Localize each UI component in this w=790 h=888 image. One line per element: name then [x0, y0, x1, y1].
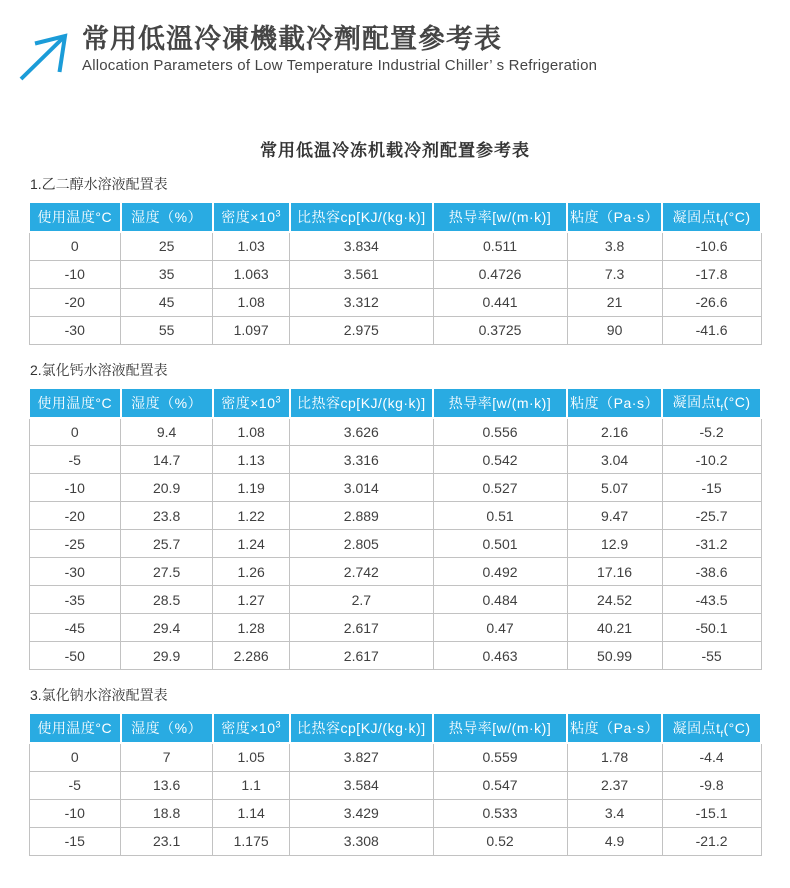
table-cell: 1.03: [213, 232, 290, 260]
table-row: [29, 642, 761, 670]
table-row: [29, 558, 761, 586]
table-row: [29, 530, 761, 558]
column-header: 比热容cp[KJ/(kg·k)]: [290, 202, 433, 232]
column-header: 密度$\times 10^3$: [213, 202, 290, 232]
column-header: 凝固点$t_f(^\circ C)$: [662, 388, 761, 418]
table-cell: 1.05: [213, 743, 290, 771]
table-cell: 0.527: [433, 474, 567, 502]
sodium-chloride-table: [28, 712, 762, 856]
table-cell: -10: [29, 799, 121, 827]
table-cell: 1.19: [213, 474, 290, 502]
table-cell: 25: [121, 232, 213, 260]
table-cell: 25.7: [121, 530, 213, 558]
table-cell: 3.561: [290, 260, 433, 288]
table-row: [29, 771, 761, 799]
table-cell: 1.14: [213, 799, 290, 827]
table-cell: 3.014: [290, 474, 433, 502]
table-cell: -10.6: [662, 232, 761, 260]
header-row: [29, 202, 761, 232]
table-cell: -17.8: [662, 260, 761, 288]
table-cell: 3.8: [567, 232, 662, 260]
table-cell: 1.24: [213, 530, 290, 558]
table-cell: 3.04: [567, 446, 662, 474]
section-label-glycol: 1.乙二醇水溶液配置表: [30, 176, 168, 192]
table-cell: 12.9: [567, 530, 662, 558]
table-cell: 0.52: [433, 827, 567, 855]
brand-header: [0, 0, 790, 84]
table-cell: -5: [29, 771, 121, 799]
table-row: [29, 586, 761, 614]
table-cell: 0.542: [433, 446, 567, 474]
table-cell: 3.429: [290, 799, 433, 827]
column-header: 粘度（Pa·s）: [567, 713, 662, 743]
table-cell: 0.547: [433, 771, 567, 799]
table-cell: 0: [29, 232, 121, 260]
table-row: [29, 827, 761, 855]
section-sodium-chloride: [0, 685, 790, 856]
table-cell: 2.889: [290, 502, 433, 530]
table-cell: 2.617: [290, 614, 433, 642]
table-cell: -50.1: [662, 614, 761, 642]
table-cell: 2.7: [290, 586, 433, 614]
column-header: 粘度（Pa·s）: [567, 202, 662, 232]
column-header: 比热容cp[KJ/(kg·k)]: [290, 388, 433, 418]
table-row: [29, 799, 761, 827]
table-cell: 0.533: [433, 799, 567, 827]
table-cell: 2.805: [290, 530, 433, 558]
table-cell: 0.463: [433, 642, 567, 670]
table-cell: 0.556: [433, 418, 567, 446]
table-cell: 0.51: [433, 502, 567, 530]
table-cell: -4.4: [662, 743, 761, 771]
table-cell: -55: [662, 642, 761, 670]
table-cell: 0.47: [433, 614, 567, 642]
table-cell: -10: [29, 260, 121, 288]
brand-text: [82, 24, 597, 74]
doc-title: 常用低温冷冻机载冷剂配置参考表: [260, 141, 530, 160]
table-cell: 14.7: [121, 446, 213, 474]
table-cell: 2.16: [567, 418, 662, 446]
table-cell: 13.6: [121, 771, 213, 799]
header-row: [29, 388, 761, 418]
table-cell: 21: [567, 288, 662, 316]
table-cell: 7.3: [567, 260, 662, 288]
table-cell: 2.617: [290, 642, 433, 670]
table-cell: 3.626: [290, 418, 433, 446]
table-cell: 0: [29, 743, 121, 771]
table-row: [29, 474, 761, 502]
table-cell: -50: [29, 642, 121, 670]
table-cell: 17.16: [567, 558, 662, 586]
table-cell: -21.2: [662, 827, 761, 855]
table-row: [29, 743, 761, 771]
table-cell: 3.308: [290, 827, 433, 855]
table-cell: 1.1: [213, 771, 290, 799]
table-cell: 0.441: [433, 288, 567, 316]
up-right-arrow-icon: [14, 26, 76, 84]
table-cell: 24.52: [567, 586, 662, 614]
table-cell: -25: [29, 530, 121, 558]
column-header: 湿度（%）: [121, 202, 213, 232]
table-cell: 0.492: [433, 558, 567, 586]
table-cell: 2.742: [290, 558, 433, 586]
section-calcium-chloride: [0, 360, 790, 671]
section-glycol: [0, 174, 790, 345]
table-cell: 35: [121, 260, 213, 288]
table-cell: 3.312: [290, 288, 433, 316]
table-cell: -5.2: [662, 418, 761, 446]
column-header: 使用温度°C: [29, 388, 121, 418]
table-cell: 1.08: [213, 418, 290, 446]
table-cell: -35: [29, 586, 121, 614]
table-cell: -10.2: [662, 446, 761, 474]
table-cell: 0.511: [433, 232, 567, 260]
column-header: 使用温度°C: [29, 202, 121, 232]
table-cell: 2.975: [290, 316, 433, 344]
table-cell: -15: [662, 474, 761, 502]
table-cell: -30: [29, 558, 121, 586]
table-cell: 4.9: [567, 827, 662, 855]
table-cell: 1.28: [213, 614, 290, 642]
table-cell: 50.99: [567, 642, 662, 670]
table-cell: 18.8: [121, 799, 213, 827]
table-cell: 0.501: [433, 530, 567, 558]
table-row: [29, 446, 761, 474]
table-cell: 1.08: [213, 288, 290, 316]
table-cell: 29.4: [121, 614, 213, 642]
column-header: 密度$\times 10^3$: [213, 388, 290, 418]
column-header: 比热容cp[KJ/(kg·k)]: [290, 713, 433, 743]
table-cell: 1.26: [213, 558, 290, 586]
table-cell: 3.584: [290, 771, 433, 799]
table-cell: 3.834: [290, 232, 433, 260]
table-cell: 1.13: [213, 446, 290, 474]
table-cell: 23.1: [121, 827, 213, 855]
table-row: [29, 232, 761, 260]
column-header: 凝固点$t_f(^\circ C)$: [662, 202, 761, 232]
table-cell: 90: [567, 316, 662, 344]
brand-title: 常用低溫冷凍機載冷劑配置參考表: [82, 24, 502, 54]
table-cell: -26.6: [662, 288, 761, 316]
column-header: 湿度（%）: [121, 713, 213, 743]
column-header: 热导率[w/(m·k)]: [433, 388, 567, 418]
column-header: 使用温度°C: [29, 713, 121, 743]
table-cell: 5.07: [567, 474, 662, 502]
table-row: [29, 316, 761, 344]
glycol-table: [28, 201, 762, 345]
header-row: [29, 713, 761, 743]
table-cell: 3.827: [290, 743, 433, 771]
calcium-chloride-table: [28, 387, 762, 671]
table-cell: 23.8: [121, 502, 213, 530]
table-cell: 2.286: [213, 642, 290, 670]
table-cell: 3.316: [290, 446, 433, 474]
table-cell: 2.37: [567, 771, 662, 799]
table-cell: 1.27: [213, 586, 290, 614]
brand-subtitle: Allocation Parameters of Low Temperature Industrial Chiller’ s Refrigeration: [82, 57, 598, 75]
table-cell: 9.4: [121, 418, 213, 446]
table-cell: -31.2: [662, 530, 761, 558]
table-cell: -20: [29, 502, 121, 530]
table-cell: 28.5: [121, 586, 213, 614]
table-cell: -38.6: [662, 558, 761, 586]
table-cell: -10: [29, 474, 121, 502]
table-cell: -45: [29, 614, 121, 642]
table-row: [29, 260, 761, 288]
section-label-calcium-chloride: 2.氯化钙水溶液配置表: [30, 361, 168, 378]
table-cell: -15.1: [662, 799, 761, 827]
table-row: [29, 418, 761, 446]
table-cell: 29.9: [121, 642, 213, 670]
table-cell: 20.9: [121, 474, 213, 502]
table-cell: 0.484: [433, 586, 567, 614]
column-header: 密度$\times 10^3$: [213, 713, 290, 743]
section-label-sodium-chloride: 3.氯化钠水溶液配置表: [30, 687, 168, 703]
table-cell: -43.5: [662, 586, 761, 614]
table-row: [29, 288, 761, 316]
table-cell: -41.6: [662, 316, 761, 344]
column-header: 湿度（%）: [121, 388, 213, 418]
column-header: 热导率[w/(m·k)]: [433, 713, 567, 743]
table-cell: 0.559: [433, 743, 567, 771]
table-cell: 0.3725: [433, 316, 567, 344]
table-cell: 55: [121, 316, 213, 344]
column-header: 粘度（Pa·s）: [567, 388, 662, 418]
table-cell: -15: [29, 827, 121, 855]
table-cell: 3.4: [567, 799, 662, 827]
table-cell: 1.063: [213, 260, 290, 288]
table-cell: -20: [29, 288, 121, 316]
column-header: 热导率[w/(m·k)]: [433, 202, 567, 232]
table-cell: 9.47: [567, 502, 662, 530]
column-header: 凝固点$t_f(^\circ C)$: [662, 713, 761, 743]
table-cell: 1.78: [567, 743, 662, 771]
table-row: [29, 614, 761, 642]
table-cell: 1.175: [213, 827, 290, 855]
table-cell: -9.8: [662, 771, 761, 799]
table-cell: 45: [121, 288, 213, 316]
table-cell: 0: [29, 418, 121, 446]
table-cell: 1.097: [213, 316, 290, 344]
table-cell: -5: [29, 446, 121, 474]
table-cell: 7: [121, 743, 213, 771]
table-cell: 40.21: [567, 614, 662, 642]
table-cell: 0.4726: [433, 260, 567, 288]
table-cell: 1.22: [213, 502, 290, 530]
table-cell: 27.5: [121, 558, 213, 586]
table-cell: -25.7: [662, 502, 761, 530]
table-cell: -30: [29, 316, 121, 344]
table-row: [29, 502, 761, 530]
